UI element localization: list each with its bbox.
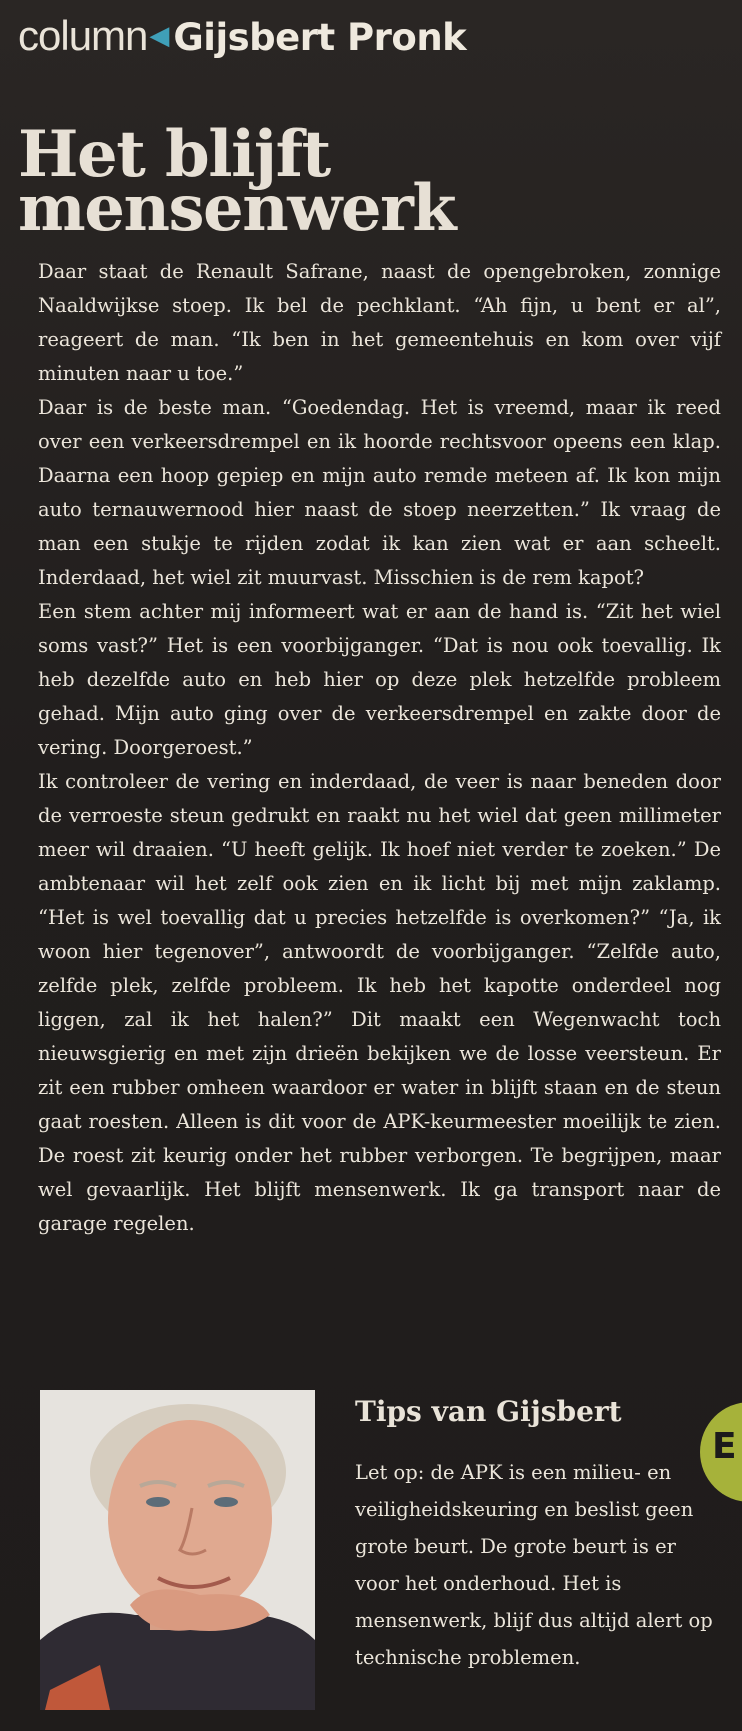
tips-text: Let op: de APK is een milieu- en veiligheidskeuring en beslist geen grote beurt. De grote beurt is er voor het onderhoud. Het is mensenwerk, blijf dus altijd alert op technische problemen. xyxy=(355,1461,713,1669)
column-header xyxy=(18,12,466,62)
paragraph: Daar is de beste man. “Goedendag. Het is vreemd, maar ik reed over een verkeersdrempel en ik hoorde rechtsvoor opeens een klap. Daarna een hoop gepiep en mijn auto remde meteen af. Ik kon mijn auto ternauwernood hier naast de stoep neerzetten.” Ik vraag de man een stukje te rijden zodat ik kan zien wat er aan scheelt. Inderdaad, het wiel zit muurvast. Misschien is de rem kapot? xyxy=(38,396,721,589)
badge-letter: E xyxy=(712,1426,737,1467)
author-name: Gijsbert Pronk xyxy=(173,16,467,59)
portrait-illustration xyxy=(40,1390,315,1710)
article-title: Het blijft mensenwerk xyxy=(18,117,456,246)
paragraph: Een stem achter mij informeert wat er aan de hand is. “Zit het wiel soms vast?” Het is een voorbijganger. “Dat is nou ook toevallig. Ik heb dezelfde auto en heb hier op deze plek hetzelfde probleem gehad. Mijn auto ging over de verkeersdrempel en zakte door de vering. Doorgeroest.” xyxy=(38,600,721,759)
paragraph: Daar staat de Renault Safrane, naast de opengebroken, zonnige Naaldwijkse stoep. Ik bel de pechklant. “Ah fijn, u bent er al”, reageert de man. “Ik ben in het gemeentehuis en kom over vijf minuten naar u toe.” xyxy=(38,260,721,385)
section-label: column xyxy=(18,12,148,59)
tips-title: Tips van Gijsbert xyxy=(355,1395,622,1428)
paragraph: Ik controleer de vering en inderdaad, de veer is naar beneden door de verroeste steun gedrukt en raakt nu het wiel dat geen millimeter meer wil draaien. “U heeft gelijk. Ik hoef niet verder te zoeken.” De ambtenaar wil het zelf ook zien en ik licht bij met mijn zaklamp. “Het is wel toevallig dat u precies hetzelfde is overkomen?” “Ja, ik woon hier tegenover”, antwoordt de voorbijganger. “Zelfde auto, zelfde plek, zelfde probleem. Ik heb het kapotte onderdeel nog liggen, zal ik het halen?” Dit maakt een Wegenwacht toch nieuwsgierig en met zijn drieën bekijken we de losse veersteun. Er zit een rubber omheen waardoor er water in blijft staan en de steun gaat roesten. Alleen is dit voor de APK-keurmeester moeilijk te zien. De roest zit keurig onder het rubber verborgen. Te begrijpen, maar wel gevaarlijk. Het blijft mensenwerk. Ik ga transport naar de garage regelen. xyxy=(38,770,721,1235)
chevron-left-icon: ◀ xyxy=(149,21,170,51)
author-photo xyxy=(40,1390,315,1710)
article-body xyxy=(38,255,721,1241)
